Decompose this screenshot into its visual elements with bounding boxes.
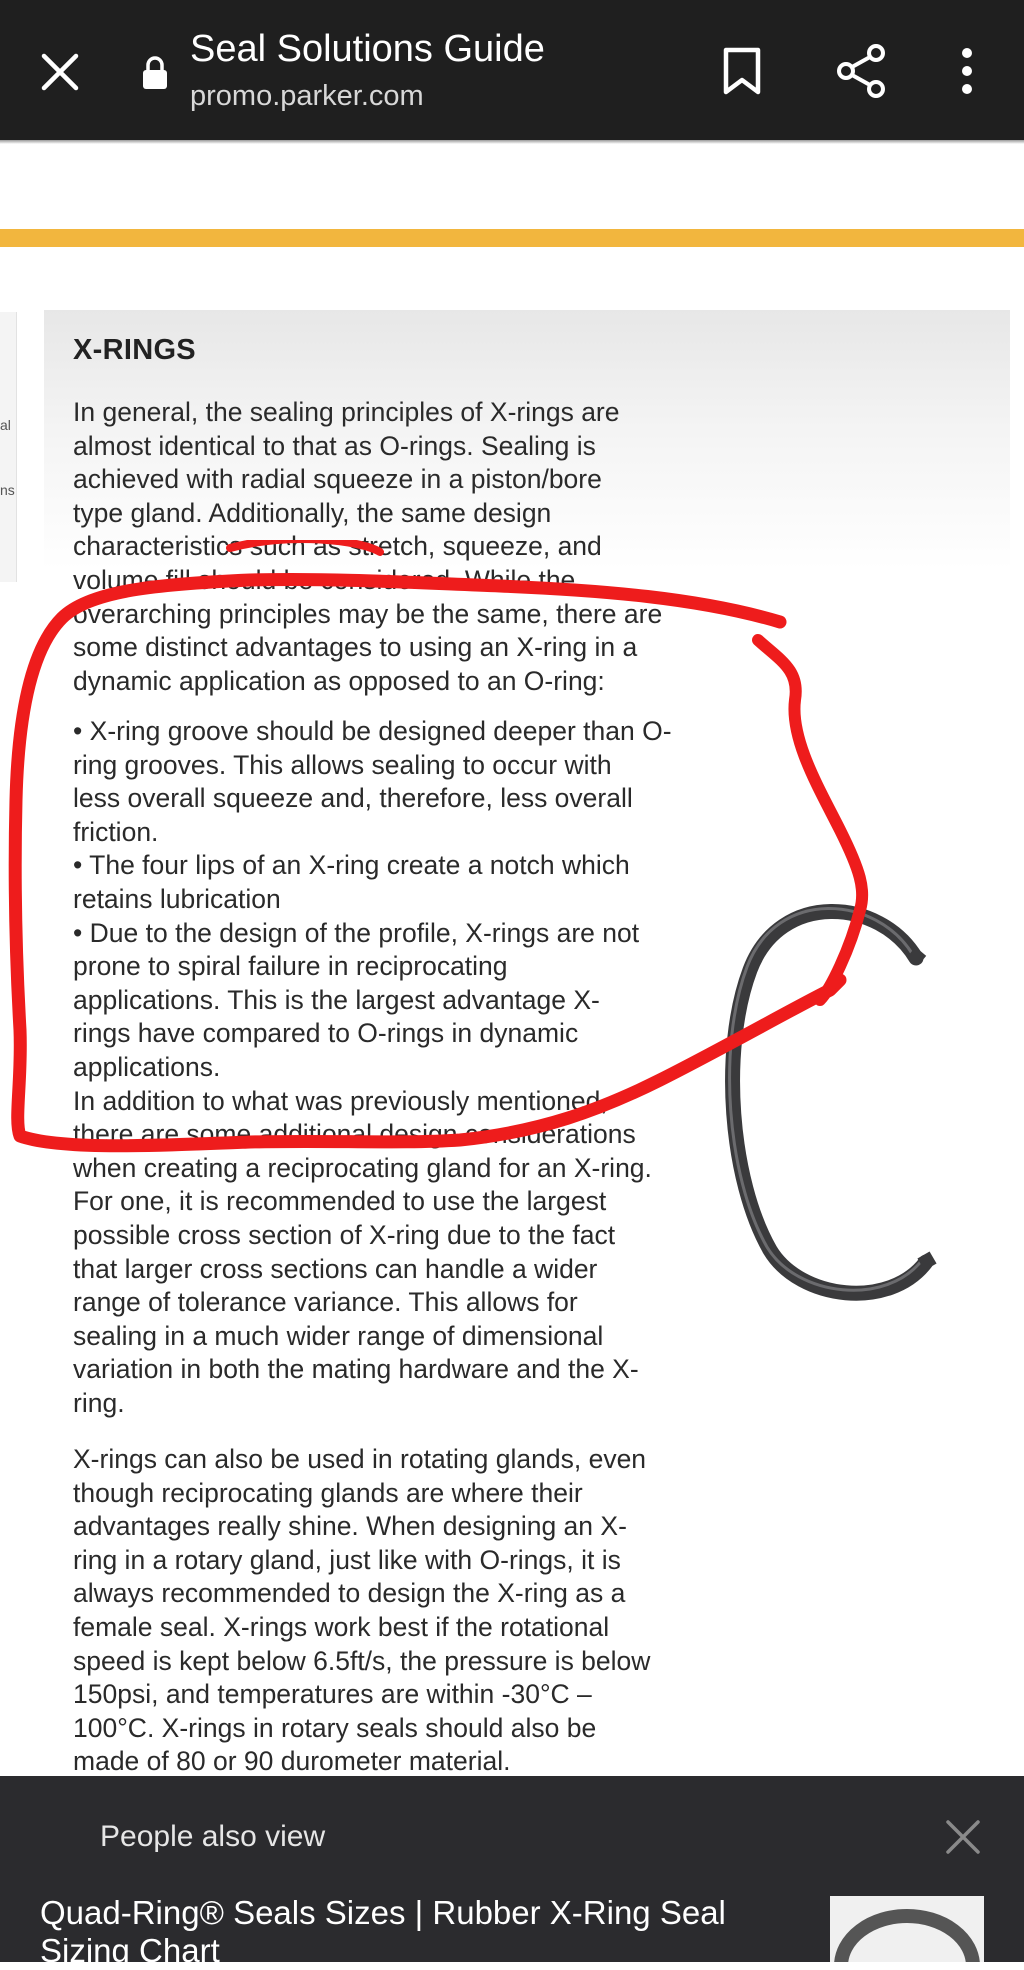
intro-paragraph [73,396,723,698]
people-also-view-label: People also view [100,1820,326,1853]
text-line: X-rings can also be used in rotating glands, even [73,1444,647,1474]
o-ring-thumbnail-icon [830,1896,984,1962]
text-line: For one, it is recommended to use the largest [73,1186,607,1217]
browser-toolbar [0,0,1024,140]
text-line: dynamic application as opposed to an O-ring: [73,665,605,696]
text-line: female seal. X-rings work best if the rotational [73,1611,610,1642]
text-line: when creating a reciprocating gland for an X-ring. [73,1152,652,1183]
text-line: volume fill should be considered. While the [73,564,576,595]
text-line: always recommended to design the X-ring as a [73,1578,626,1609]
lock-icon [140,55,170,91]
text-line: • Due to the design of the profile, X-rings are not [73,917,640,948]
text-line: 100°C. X-rings in rotary seals should also be [73,1712,597,1743]
text-line: type gland. Additionally, the same design [73,497,552,528]
text-line: 150psi, and temperatures are within -30°C – [73,1679,592,1710]
share-icon[interactable] [836,44,886,98]
text-line: advantages really shine. When designing an X- [73,1511,627,1542]
page-url: promo.parker.com [190,80,424,112]
close-panel-icon[interactable] [944,1818,982,1856]
text-line: In addition to what was previously mentioned, [73,1085,608,1116]
text-line: made of 80 or 90 durometer material. [73,1746,511,1777]
rotary-paragraph [73,1443,723,1779]
text-line: prone to spiral failure in reciprocating [73,951,508,982]
section-heading: X-RINGS [73,334,196,366]
left-nav-fragment[interactable] [0,312,17,582]
text-line: some distinct advantages to using an X-ring in a [73,632,638,663]
text-line: achieved with radial squeeze in a piston/bore [73,464,602,495]
text-line: possible cross section of X-ring due to the fact [73,1219,616,1250]
text-line: variation in both the mating hardware and the X- [73,1354,639,1385]
text-line: range of tolerance variance. This allows for [73,1287,578,1318]
advantages-list [73,715,723,1420]
bookmark-icon[interactable] [720,46,764,96]
text-line: rings have compared to O-rings in dynamic [73,1018,579,1049]
left-fragment-1: al [0,417,11,433]
x-ring-image [720,880,950,1320]
text-line: In general, the sealing principles of X-rings are [73,397,620,427]
text-line: ring in a rotary gland, just like with O-rings, it is [73,1544,621,1575]
text-line: retains lubrication [73,883,281,914]
text-line: ring. [73,1387,125,1418]
text-line: that larger cross sections can handle a wider [73,1253,598,1284]
more-vert-icon[interactable] [952,46,982,96]
text-line: • The four lips of an X-ring create a notch which [73,850,630,881]
text-line: though reciprocating glands are where their [73,1477,583,1508]
text-line: applications. This is the largest advantage X- [73,984,600,1015]
text-line: applications. [73,1051,221,1082]
text-line: there are some additional design considerations [73,1119,636,1150]
text-line: friction. [73,816,159,847]
text-line: sealing in a much wider range of dimensional [73,1320,604,1351]
text-line: • X-ring groove should be designed deeper than O- [73,716,672,746]
text-line: speed is kept below 6.5ft/s, the pressure is below [73,1645,651,1676]
accent-band [0,229,1024,247]
text-line: characteristics such as stretch, squeeze, and [73,531,602,562]
toolbar-shadow [0,140,1024,144]
text-line: almost identical to that as O-rings. Sealing is [73,430,596,461]
suggestion-thumbnail[interactable] [830,1896,984,1962]
close-icon[interactable] [36,48,84,96]
suggestion-link[interactable]: Quad-Ring® Seals Sizes | Rubber X-Ring Seal Sizing Chart [40,1894,726,1969]
page-title: Seal Solutions Guide [190,28,545,70]
text-line: ring grooves. This allows sealing to occur with [73,749,612,780]
text-line: less overall squeeze and, therefore, less overall [73,783,633,814]
left-fragment-2: ns [0,482,15,498]
text-line: overarching principles may be the same, there are [73,598,663,629]
